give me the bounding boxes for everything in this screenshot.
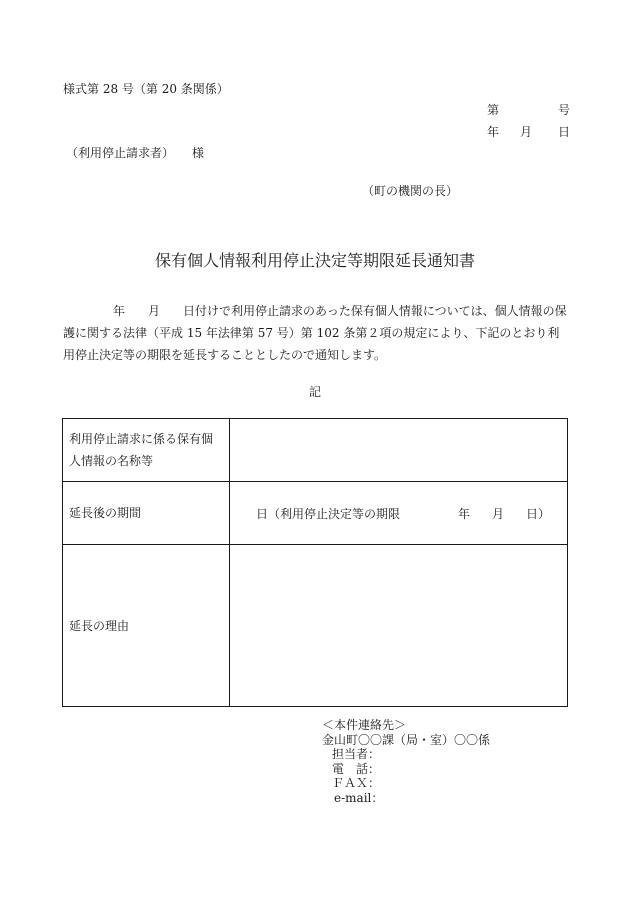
- contact-heading: ＜本件連絡先＞: [322, 718, 407, 732]
- contact-person: 担当者：: [332, 747, 381, 761]
- document-title: 保有個人情報利用停止決定等期限延長通知書: [154, 251, 475, 270]
- ki-heading: 記: [308, 385, 321, 399]
- contact-fax: ＦＡＸ：: [332, 776, 381, 790]
- document-number-prefix: 第: [487, 103, 500, 117]
- body-text: 日付けで利用停止請求のあった保有個人情報については、個人情報の保護に関する法律（平成 15 年法律第 57 号）第 102 条第２項の規定により、下記のとおり利用停止決定等の期限を延長することとしたので通知します。: [63, 304, 567, 362]
- row-label-extension-reason: 延長の理由: [63, 545, 230, 707]
- contact-department: 金山町〇〇課（局・室）〇〇係: [322, 732, 491, 747]
- date-month-label: 月: [520, 125, 533, 139]
- document-number-suffix: 号: [558, 103, 571, 117]
- table-row: [63, 482, 568, 545]
- document-number: [487, 101, 571, 118]
- contact-block: [322, 718, 490, 805]
- contact-phone: 電 話：: [332, 761, 381, 776]
- extension-day-text: 日（利用停止決定等の期限: [256, 506, 401, 521]
- table-row: [63, 419, 568, 482]
- row-value-extension-reason: [230, 545, 568, 707]
- row-label-info-name: 利用停止請求に係る保有個人情報の名称等: [63, 419, 230, 482]
- form-number: 様式第 28 号（第 20 条関係）: [63, 82, 229, 96]
- table-row: [63, 545, 568, 707]
- row-value-info-name: [230, 419, 568, 482]
- recipient-honorific: 様: [192, 146, 205, 160]
- contact-email: e-mail：: [334, 790, 384, 805]
- extension-year-label: 年: [458, 506, 471, 521]
- extension-day-end: 日）: [526, 506, 551, 521]
- body-month-label: 月: [148, 304, 161, 318]
- info-table: [62, 418, 568, 707]
- row-label-extension-period: 延長後の期間: [63, 482, 230, 545]
- date-day-label: 日: [558, 125, 571, 139]
- date-year-label: 年: [487, 125, 500, 139]
- recipient-label: （利用停止請求者）: [66, 146, 175, 160]
- document-date: [487, 123, 571, 140]
- recipient: [66, 144, 204, 161]
- extension-month-label: 月: [492, 506, 505, 521]
- body-year-label: 年: [113, 304, 126, 318]
- row-value-extension-period: [230, 482, 568, 545]
- body-paragraph: [63, 300, 569, 366]
- sender: （町の機関の長）: [362, 184, 459, 198]
